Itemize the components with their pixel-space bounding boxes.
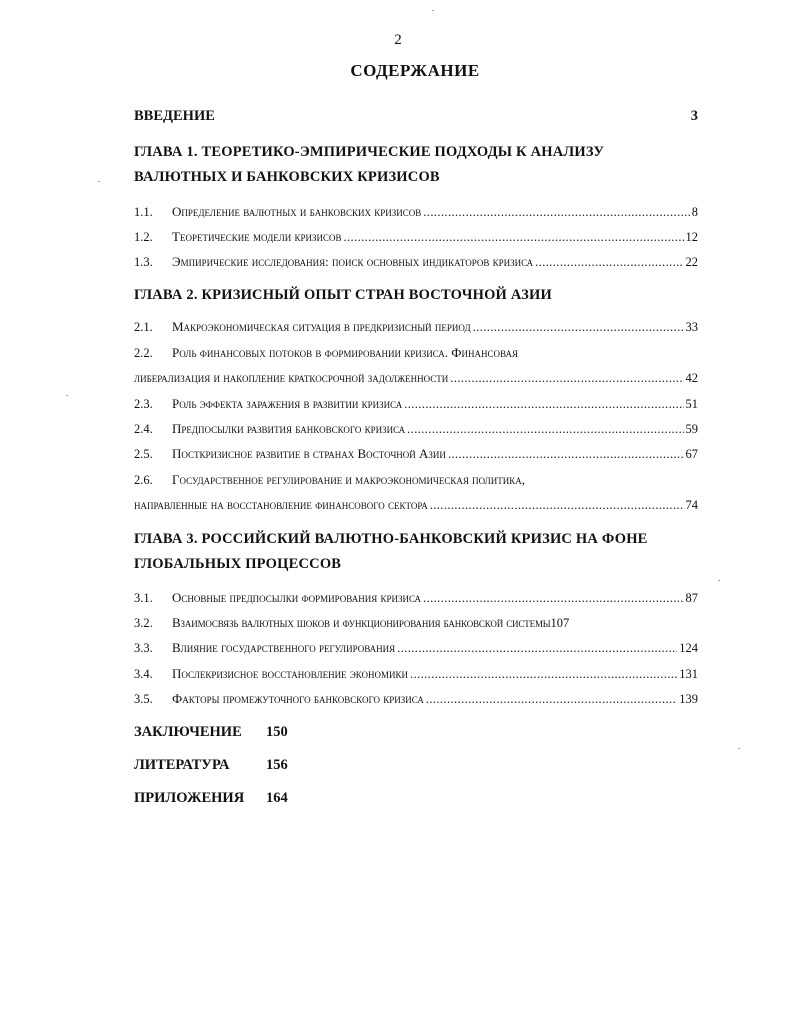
toc-literature-label: ЛИТЕРАТУРА [134,757,230,773]
dot-leader [407,420,683,438]
section-number: 1.2. [134,230,153,244]
section-title: Макроэкономическая ситуация в предкризисный период [172,319,471,334]
section-title: Влияние государственного регулирования [172,640,396,655]
toc-row-2-3[interactable] [134,395,698,413]
chapter-3-title-line2: ГЛОБАЛЬНЫХ ПРОЦЕССОВ [134,556,342,572]
section-number: 2.6. [134,473,153,487]
section-title-line2: направленные на восстановление финансового сектора [134,497,428,512]
toc-literature-page: 156 [266,757,288,773]
section-page: 42 [685,371,698,385]
toc-appendices-page: 164 [266,790,288,806]
section-number: 2.2. [134,346,153,360]
section-title-line2: либерализация и накопление краткосрочной задолженности [134,370,449,385]
chapter-2-title-line1: ГЛАВА 2. КРИЗИСНЫЙ ОПЫТ СТРАН ВОСТОЧНОЙ АЗИИ [134,287,552,303]
section-number: 3.1. [134,591,153,605]
toc-row-1-1[interactable] [134,203,698,221]
section-page: 51 [685,397,698,411]
chapter-1-title-line1: ГЛАВА 1. ТЕОРЕТИКО-ЭМПИРИЧЕСКИЕ ПОДХОДЫ К АНАЛИЗУ [134,144,605,160]
page-number: 2 [394,32,402,48]
section-title-line1: Роль финансовых потоков в формировании кризиса. Финансовая [172,345,518,360]
dot-leader [410,665,677,683]
toc-row-1-3[interactable] [134,253,698,271]
section-title: Теоретические модели кризисов [172,229,342,244]
section-title: Роль эффекта заражения в развитии кризиса [172,396,403,411]
chapter-2-title[interactable] [134,283,694,308]
section-number: 2.4. [134,422,153,436]
section-title: Определение валютных и банковских кризисов [172,204,422,219]
dot-leader [535,253,683,271]
section-page: 139 [679,692,698,706]
section-page: 12 [685,230,698,244]
section-page: 131 [679,667,698,681]
toc-literature[interactable] [134,757,288,774]
toc-introduction[interactable] [134,108,698,125]
section-page: 87 [685,591,698,605]
chapter-3-title-line1: ГЛАВА 3. РОССИЙСКИЙ ВАЛЮТНО-БАНКОВСКИЙ КРИЗИС НА ФОНЕ [134,531,648,547]
toc-row-2-4[interactable] [134,420,698,438]
section-title: Предпосылки развития банковского кризиса [172,421,406,436]
toc-introduction-label: ВВЕДЕНИЕ [134,108,215,124]
toc-row-2-6-line2[interactable] [134,496,698,514]
toc-row-3-2[interactable] [134,614,698,632]
section-page: 74 [685,498,698,512]
section-page: 67 [685,447,698,461]
toc-conclusion[interactable] [134,724,288,741]
scan-speck [738,748,740,749]
page-title: СОДЕРЖАНИЕ [350,61,480,80]
toc-row-2-5[interactable] [134,445,698,463]
dot-leader [343,228,683,246]
toc-introduction-page: 3 [690,108,698,124]
toc-row-2-1[interactable] [134,318,698,336]
scan-speck [98,181,100,182]
section-title: Послекризисное восстановление экономики [172,666,409,681]
dot-leader [473,318,684,336]
section-page: 33 [685,320,698,334]
section-page: 124 [679,641,698,655]
section-number: 1.1. [134,205,153,219]
toc-row-1-2[interactable] [134,228,698,246]
toc-conclusion-page: 150 [266,724,288,740]
dot-leader [426,690,677,708]
dot-leader [404,395,683,413]
toc-row-2-2-line2[interactable] [134,369,698,387]
section-title: Эмпирические исследования: поиск основных индикаторов кризиса [172,254,534,269]
section-title: Основные предпосылки формирования кризиса [172,590,422,605]
dot-leader [423,589,683,607]
toc-conclusion-label: ЗАКЛЮЧЕНИЕ [134,724,242,740]
toc-row-3-3[interactable] [134,639,698,657]
scan-speck [432,10,434,11]
section-number: 2.5. [134,447,153,461]
toc-appendices-label: ПРИЛОЖЕНИЯ [134,790,245,806]
section-page: 8 [691,205,698,219]
toc-row-3-5[interactable] [134,690,698,708]
section-title: Факторы промежуточного банковского кризиса [172,691,424,706]
section-title-line1: Государственное регулирование и макроэкономическая политика, [172,472,526,487]
scan-speck [718,580,720,581]
chapter-1-title-line2: ВАЛЮТНЫХ И БАНКОВСКИХ КРИЗИСОВ [134,169,440,185]
dot-leader [423,203,689,221]
section-title: Посткризисное развитие в странах Восточной Азии [172,446,446,461]
section-title: Взаимосвязь валютных шоков и функционирования банковской системы [172,615,551,630]
chapter-1-title[interactable] [134,140,694,190]
toc-appendices[interactable] [134,790,288,807]
toc-row-3-4[interactable] [134,665,698,683]
toc-row-2-6-line1[interactable] [134,471,698,489]
scan-speck [66,395,68,396]
dot-leader [448,445,684,463]
section-number: 2.3. [134,397,153,411]
toc-row-3-1[interactable] [134,589,698,607]
toc-row-2-2-line1[interactable] [134,344,698,362]
section-number: 3.3. [134,641,153,655]
section-number: 1.3. [134,255,153,269]
section-page: 59 [685,422,698,436]
section-number: 3.4. [134,667,153,681]
section-number: 3.2. [134,616,153,630]
section-page: 107 [550,616,570,630]
dot-leader [430,496,684,514]
section-number: 2.1. [134,320,153,334]
section-page: 22 [685,255,698,269]
chapter-3-title[interactable] [134,527,694,577]
dot-leader [397,639,677,657]
section-number: 3.5. [134,692,153,706]
dot-leader [450,369,683,387]
